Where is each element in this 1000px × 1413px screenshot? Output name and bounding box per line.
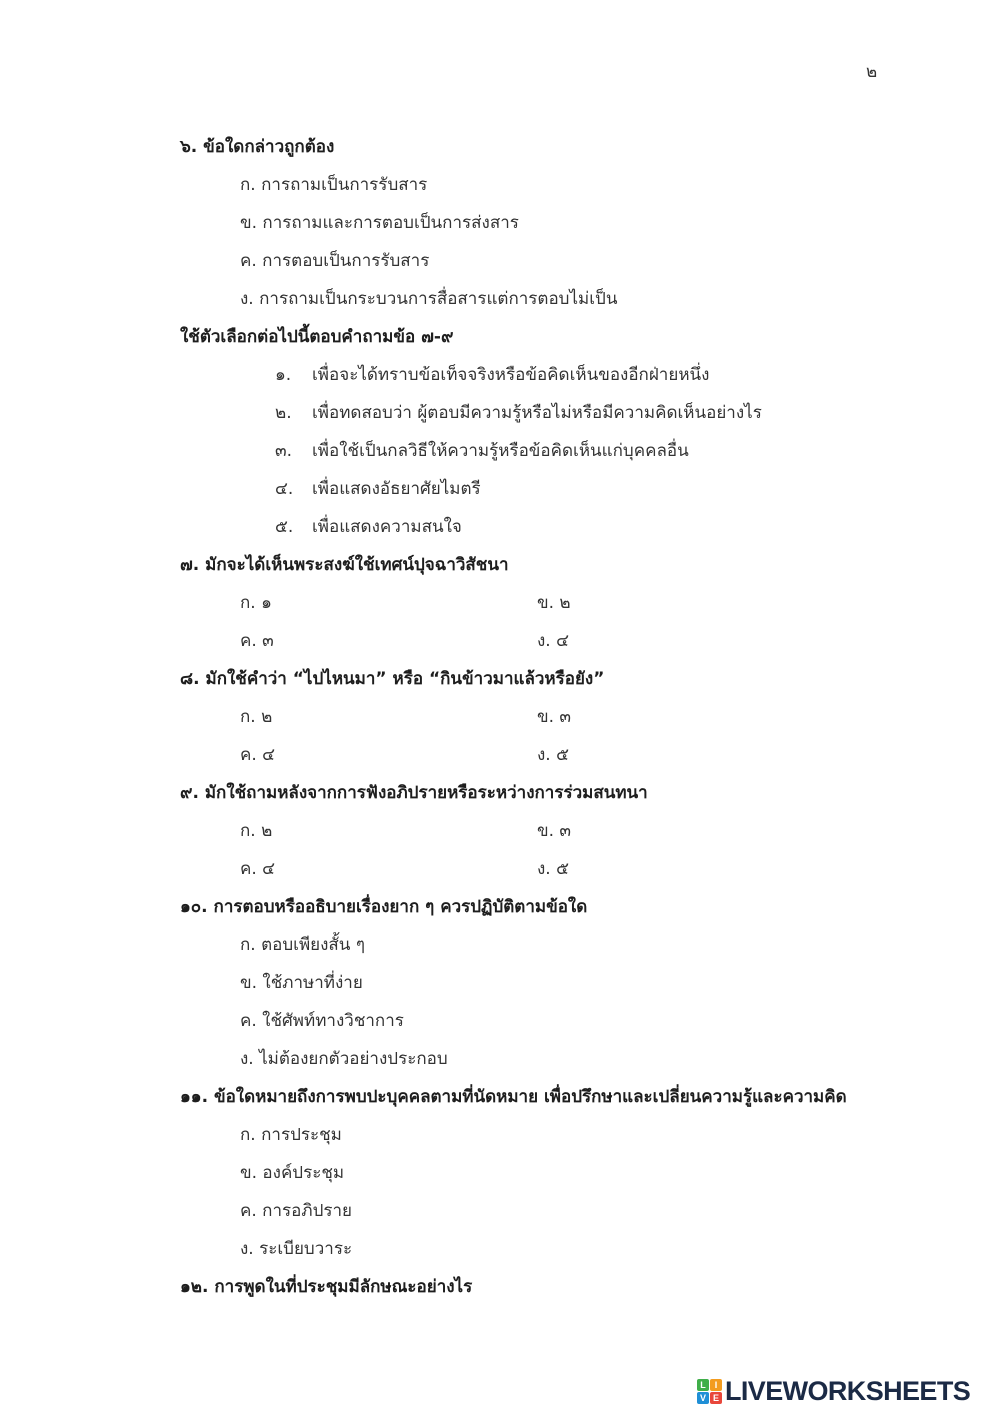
question-10-option-a: ก. ตอบเพียงสั้น ๆ xyxy=(240,935,365,955)
question-8-option-d: ง. ๕ xyxy=(537,745,569,765)
question-10-title: ๑๐. การตอบหรืออธิบายเรื่องยาก ๆ ควรปฏิบัติตามข้อใด xyxy=(180,897,588,917)
question-9-options-row-2 xyxy=(0,850,1000,888)
choice-number: ๒. xyxy=(275,403,292,423)
question-9-options-row-1 xyxy=(0,812,1000,850)
choice-item-1 xyxy=(0,356,1000,394)
question-7-title: ๗. มักจะได้เห็นพระสงฆ์ใช้เทศน์ปุจฉาวิสัชนา xyxy=(180,555,509,575)
choice-item-4 xyxy=(0,470,1000,508)
logo-square-e: E xyxy=(710,1392,722,1404)
question-7-option-d: ง. ๔ xyxy=(537,631,569,651)
question-10-option-c: ค. ใช้ศัพท์ทางวิชาการ xyxy=(240,1011,404,1031)
question-8-option-b: ข. ๓ xyxy=(537,707,572,727)
choice-number: ๕. xyxy=(275,517,294,537)
choice-text: เพื่อใช้เป็นกลวิธีให้ความรู้หรือข้อคิดเห็นแก่บุคคลอื่น xyxy=(312,441,689,461)
liveworksheets-logo-icon xyxy=(697,1379,722,1404)
question-6-title: ๖. ข้อใดกล่าวถูกต้อง xyxy=(180,137,335,157)
question-9-option-a: ก. ๒ xyxy=(240,821,273,841)
question-9-option-b: ข. ๓ xyxy=(537,821,572,841)
question-11-option-b: ข. องค์ประชุม xyxy=(240,1163,345,1183)
question-7-options-row-2 xyxy=(0,622,1000,660)
question-6-option-d: ง. การถามเป็นกระบวนการสื่อสารแต่การตอบไม่เป็น xyxy=(240,289,618,309)
question-10-option-b: ข. ใช้ภาษาที่ง่าย xyxy=(240,973,363,993)
question-9-option-d: ง. ๕ xyxy=(537,859,569,879)
question-7-option-c: ค. ๓ xyxy=(240,631,274,651)
choice-text: เพื่อแสดงอัธยาศัยไมตรี xyxy=(312,479,481,499)
question-9-option-c: ค. ๔ xyxy=(240,859,276,879)
question-6-option-c: ค. การตอบเป็นการรับสาร xyxy=(240,251,430,271)
question-10-option-d: ง. ไม่ต้องยกตัวอย่างประกอบ xyxy=(240,1049,448,1069)
choice-number: ๔. xyxy=(275,479,294,499)
question-9-title: ๙. มักใช้ถามหลังจากการฟังอภิปรายหรือระหว่างการร่วมสนทนา xyxy=(180,783,648,803)
choice-number: ๑. xyxy=(275,365,292,385)
choice-text: เพื่อทดสอบว่า ผู้ตอบมีความรู้หรือไม่หรือมีความคิดเห็นอย่างไร xyxy=(312,403,762,423)
question-6-option-b: ข. การถามและการตอบเป็นการส่งสาร xyxy=(240,213,519,233)
question-7-options-row-1 xyxy=(0,584,1000,622)
choice-item-3 xyxy=(0,432,1000,470)
question-11-option-d: ง. ระเบียบวาระ xyxy=(240,1239,353,1259)
choice-item-5 xyxy=(0,508,1000,546)
question-6-option-a: ก. การถามเป็นการรับสาร xyxy=(240,175,428,195)
logo-square-l: L xyxy=(697,1379,709,1391)
question-8-option-c: ค. ๔ xyxy=(240,745,276,765)
worksheet-content xyxy=(0,128,1000,1306)
liveworksheets-logo-text: LIVEWORKSHEETS xyxy=(725,1376,971,1406)
logo-square-i: I xyxy=(710,1379,722,1391)
question-11-option-a: ก. การประชุม xyxy=(240,1125,342,1145)
instruction-7-9: ใช้ตัวเลือกต่อไปนี้ตอบคำถามข้อ ๗-๙ xyxy=(180,327,454,347)
question-7-option-a: ก. ๑ xyxy=(240,593,272,613)
choice-number: ๓. xyxy=(275,441,293,461)
question-8-title: ๘. มักใช้คำว่า “ไปไหนมา” หรือ “กินข้าวมาแล้วหรือยัง” xyxy=(180,669,605,689)
liveworksheets-logo-link[interactable] xyxy=(697,1376,970,1406)
choice-item-2 xyxy=(0,394,1000,432)
question-8-options-row-1 xyxy=(0,698,1000,736)
logo-square-v: V xyxy=(697,1392,709,1404)
choice-text: เพื่อแสดงความสนใจ xyxy=(312,517,462,537)
question-11-title: ๑๑. ข้อใดหมายถึงการพบปะบุคคลตามที่นัดหมาย เพื่อปรึกษาและเปลี่ยนความรู้และความคิด xyxy=(180,1087,847,1107)
question-12-title: ๑๒. การพูดในที่ประชุมมีลักษณะอย่างไร xyxy=(180,1277,473,1297)
question-8-options-row-2 xyxy=(0,736,1000,774)
question-11-option-c: ค. การอภิปราย xyxy=(240,1201,352,1221)
question-8-option-a: ก. ๒ xyxy=(240,707,273,727)
question-7-option-b: ข. ๒ xyxy=(537,593,571,613)
choice-text: เพื่อจะได้ทราบข้อเท็จจริงหรือข้อคิดเห็นของอีกฝ่ายหนึ่ง xyxy=(312,365,710,385)
page-number: ๒ xyxy=(866,62,878,82)
